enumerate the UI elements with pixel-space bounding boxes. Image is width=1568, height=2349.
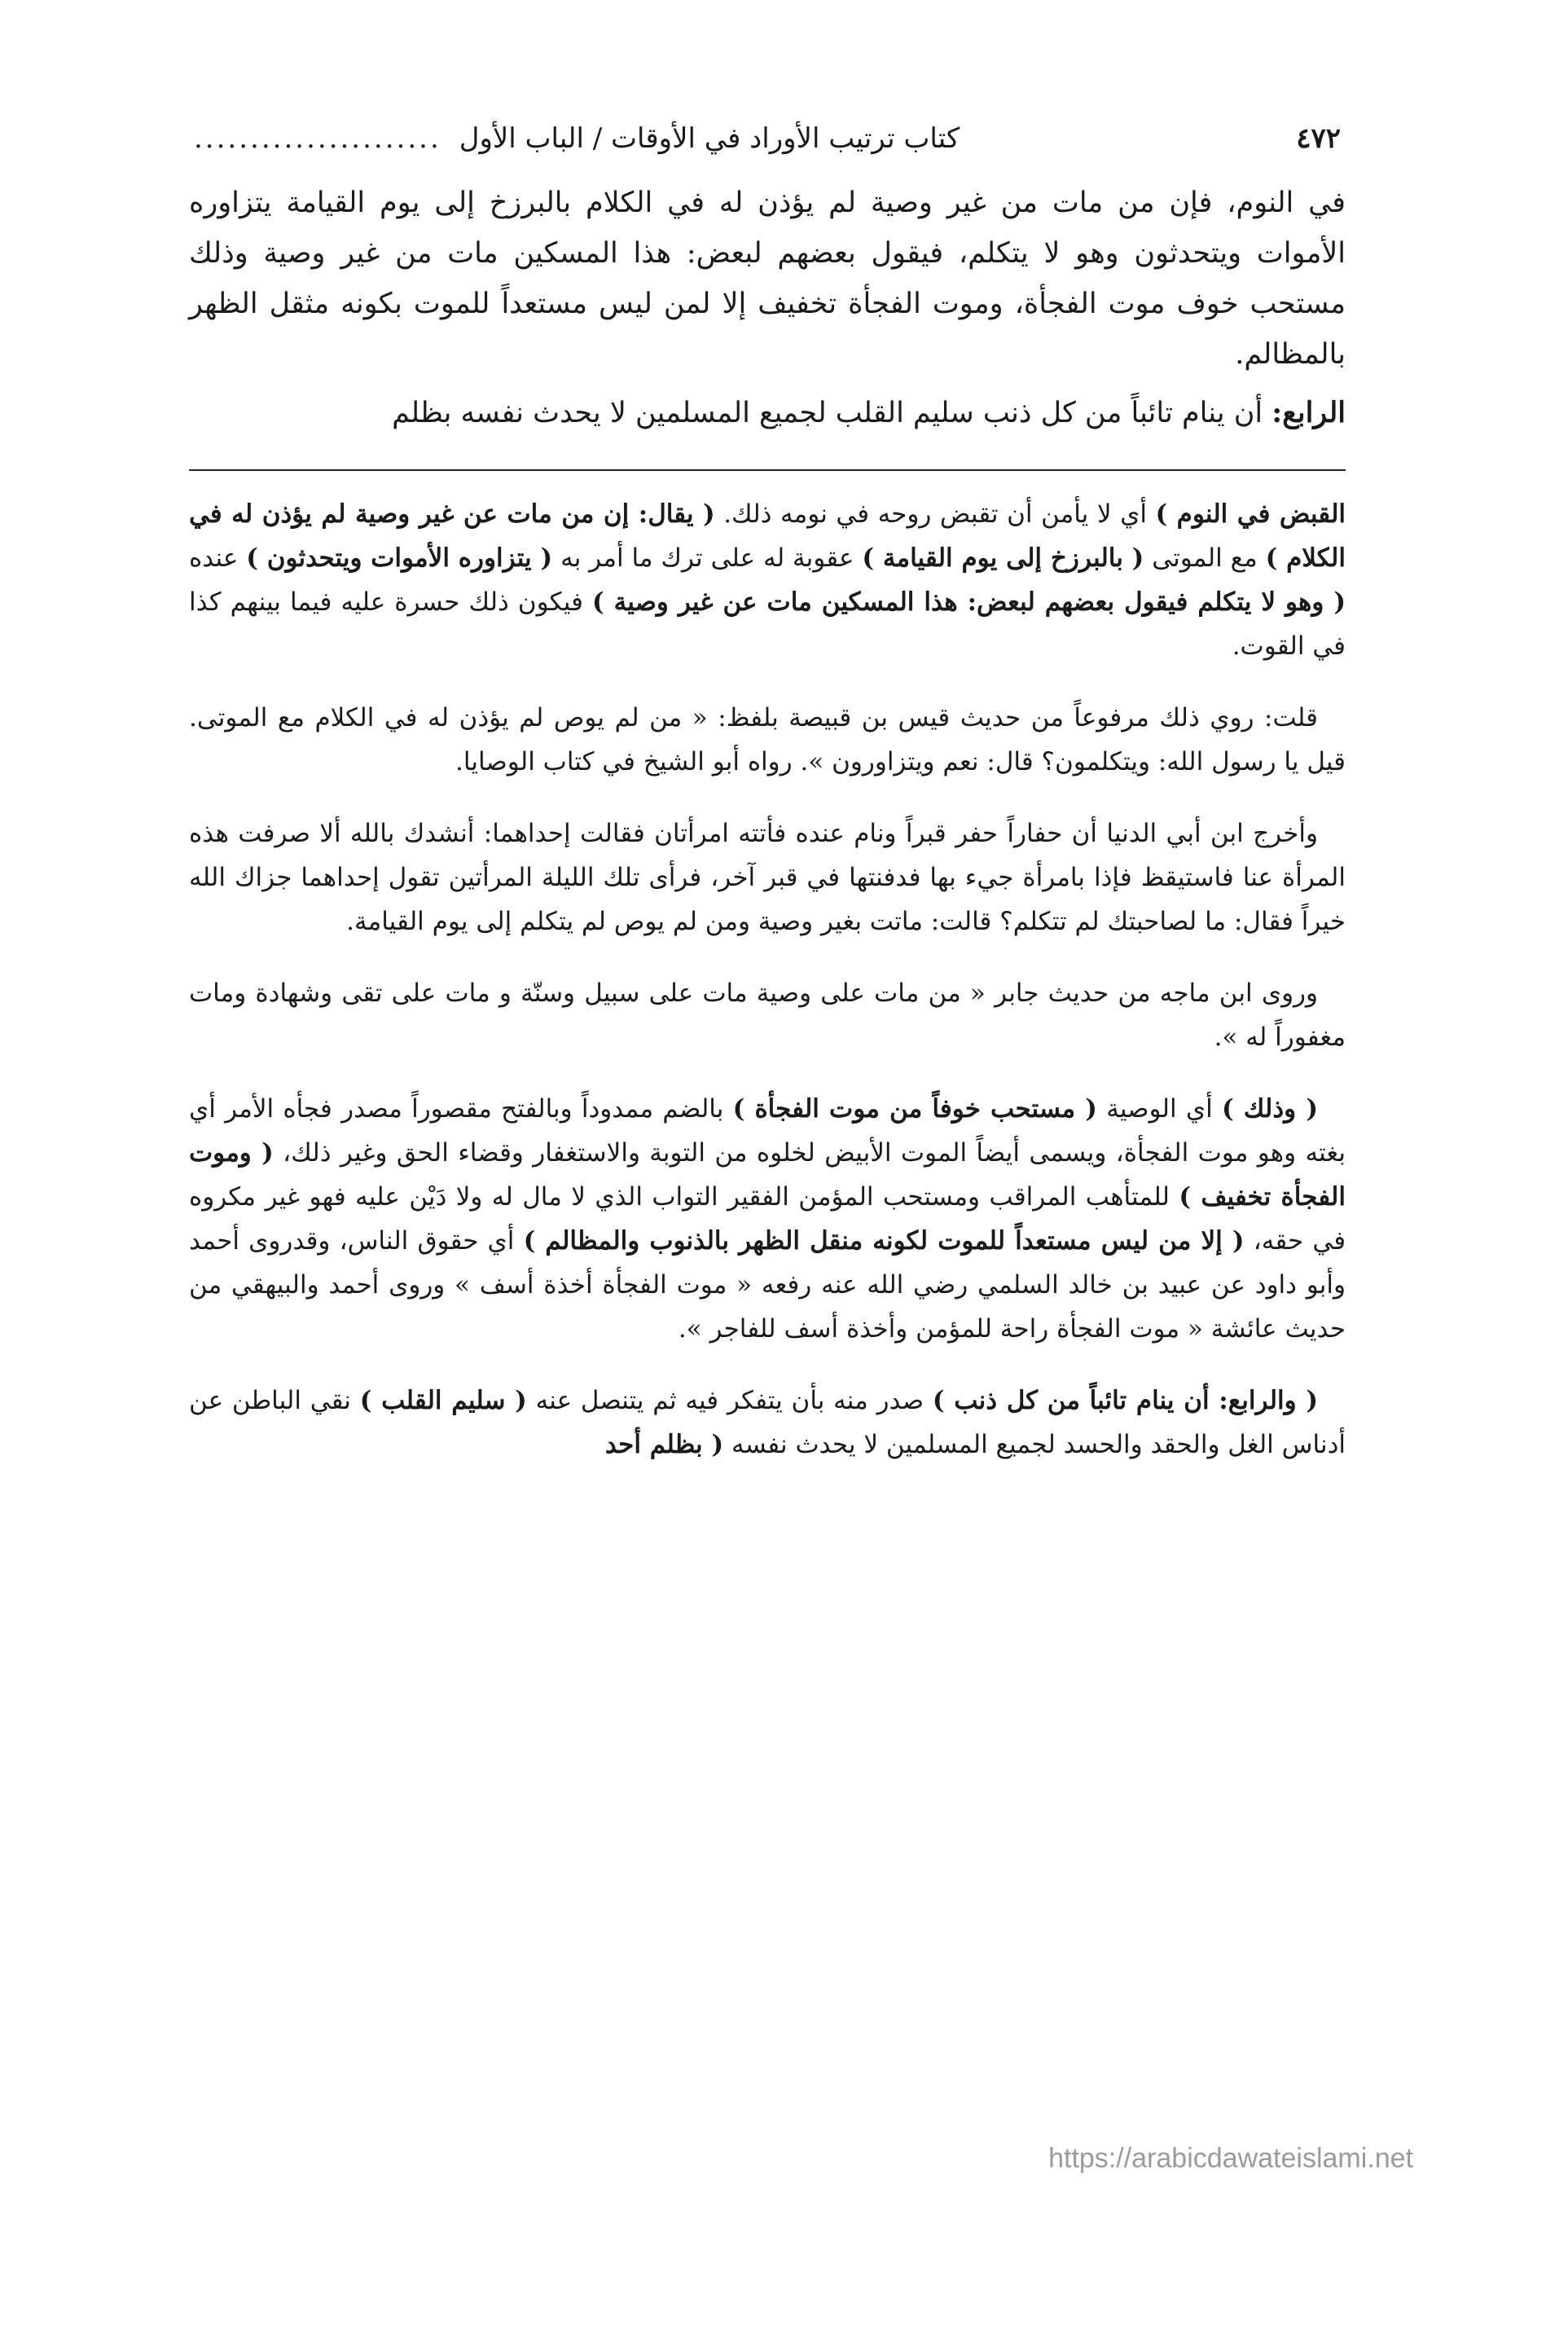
text-segment: عقوبة له على ترك ما أمر به xyxy=(552,543,863,573)
bold-quote-segment: ( والرابع: أن ينام تائباً من كل ذنب ) xyxy=(932,1386,1318,1415)
text-segment: نقي الباطن عن أدناس الغل والحقد والحسد لجميع المسلمين لا يحدث نفسه xyxy=(189,1386,1346,1459)
bold-quote-segment: ( وهو لا يتكلم فيقول بعضهم لبعض: هذا المسكين مات عن غير وصية ) xyxy=(591,587,1346,617)
commentary-paragraph: وروى ابن ماجه من حديث جابر « من مات على وصية مات على سبيل وسنّة و مات على تقى وشهادة ومات مغفوراً له ». xyxy=(189,979,1346,1052)
header-dots: ...................... xyxy=(194,122,441,155)
main-paragraph: في النوم، فإن من مات من غير وصية لم يؤذن له في الكلام بالبرزخ إلى يوم القيامة يتزاوره الأموات ويتحدثون وهو لا يتكلم، فيقول بعضهم لبعض: هذا المسكين مات من غير وصية وذلك مستحب خوف موت الفجأة، وموت الفجأة تخفيف إلا لمن ليس مستعداً للموت بكونه مثقل الظهر بالمظالم. xyxy=(189,187,1346,371)
commentary-paragraph: وأخرج ابن أبي الدنيا أن حفاراً حفر قبراً ونام عنده فأتته امرأتان فقالت إحداهما: أنشدك بالله ألا صرفت هذه المرأة عنا فاستيقظ فإذا بامرأة جيء بها فدفنتها في قبر آخر، فرأى تلك الليلة المرأتين تقول إحداهما جزاك الله خيراً فقال: ما لصاحبتك لم تتكلم؟ قالت: ماتت بغير وصية ومن لم يوص لم يتكلم إلى يوم القيامة. xyxy=(189,819,1346,936)
text-segment: صدر منه بأن يتفكر فيه ثم يتنصل عنه xyxy=(526,1386,933,1415)
bold-quote-segment: ( يتزاوره الأموات ويتحدثون ) xyxy=(246,543,553,573)
main-paragraph-fourth xyxy=(189,388,1346,438)
text-segment: بالضم ممدوداً وبالفتح مقصوراً مصدر فجأه الأمر أي بغته وهو موت الفجأة، ويسمى أيضاً الموت الأبيض لخلوه من التوبة والاستغفار وقضاء الحق وغير ذلك، xyxy=(189,1094,1346,1168)
fourth-label: الرابع: xyxy=(1272,396,1346,429)
text-segment: أي لا يأمن أن تقبض روحه في نومه ذلك. xyxy=(714,499,1156,529)
fourth-text: أن ينام تائباً من كل ذنب سليم القلب لجميع المسلمين لا يحدث نفسه بظلم xyxy=(392,397,1263,429)
book-page xyxy=(189,122,1346,1494)
commentary-paragraph: قلت: روي ذلك مرفوعاً من حديث قيس بن قبيصة بلفظ: « من لم يوص لم يؤذن له في الكلام مع الموتى. قيل يا رسول الله: ويتكلمون؟ قال: نعم ويتزاورون ». رواه أبو الشيخ في كتاب الوصايا. xyxy=(189,703,1346,776)
text-segment: أي الوصية xyxy=(1096,1094,1222,1124)
text-segment: أي حقوق الناس، وقدروى أحمد وأبو داود عن عبيد بن خالد السلمي رضي الله عنه رفعه « موت الفجأة أخذة أسف » وروى أحمد والبيهقي من حديث عائشة « موت الفجأة راحة للمؤمن وأخذة أسف للفاجر ». xyxy=(189,1226,1346,1344)
bold-quote-segment: ( بالبرزخ إلى يوم القيامة ) xyxy=(862,543,1144,573)
bold-quote-segment: ( يقال: إن من مات عن غير وصية لم يؤذن له في الكلام ) xyxy=(189,499,1346,573)
text-segment: للمتأهب المراقب ومستحب المؤمن الفقير التواب الذي لا مال له ولا دَيْن عليه فهو غير مكروه في حقه، xyxy=(189,1182,1346,1256)
bold-quote-segment: ( وذلك ) xyxy=(1221,1094,1318,1124)
commentary-paragraph xyxy=(189,1379,1346,1467)
bold-quote-segment: ( مستحب خوفاً من موت الفجأة ) xyxy=(732,1094,1097,1124)
bold-quote-segment: القبض في النوم ) xyxy=(1155,499,1346,529)
commentary-paragraph xyxy=(189,492,1346,668)
separator-rule xyxy=(189,469,1346,471)
bold-quote-segment: ( بظلم أحد xyxy=(604,1430,724,1459)
main-text xyxy=(189,178,1346,438)
page-number: ٤٧٢ xyxy=(1296,122,1341,155)
commentary-paragraph xyxy=(189,1087,1346,1351)
running-head xyxy=(194,122,960,155)
page-header xyxy=(189,122,1346,178)
commentary xyxy=(189,492,1346,1467)
bold-quote-segment: ( إلا من ليس مستعداً للموت لكونه منقل الظهر بالذنوب والمظالم ) xyxy=(523,1226,1245,1256)
bold-quote-segment: ( وموت الفجأة تخفيف ) xyxy=(189,1138,1346,1212)
text-segment: فيكون ذلك حسرة عليه فيما بينهم كذا في القوت. xyxy=(189,587,1346,661)
header-title: كتاب ترتيب الأوراد في الأوقات / الباب الأول xyxy=(459,122,960,155)
text-segment: مع الموتى xyxy=(1144,543,1266,573)
text-segment: عنده xyxy=(189,543,247,573)
watermark-url: https://arabicdawateislami.net xyxy=(1048,2143,1413,2174)
bold-quote-segment: ( سليم القلب ) xyxy=(359,1386,527,1415)
